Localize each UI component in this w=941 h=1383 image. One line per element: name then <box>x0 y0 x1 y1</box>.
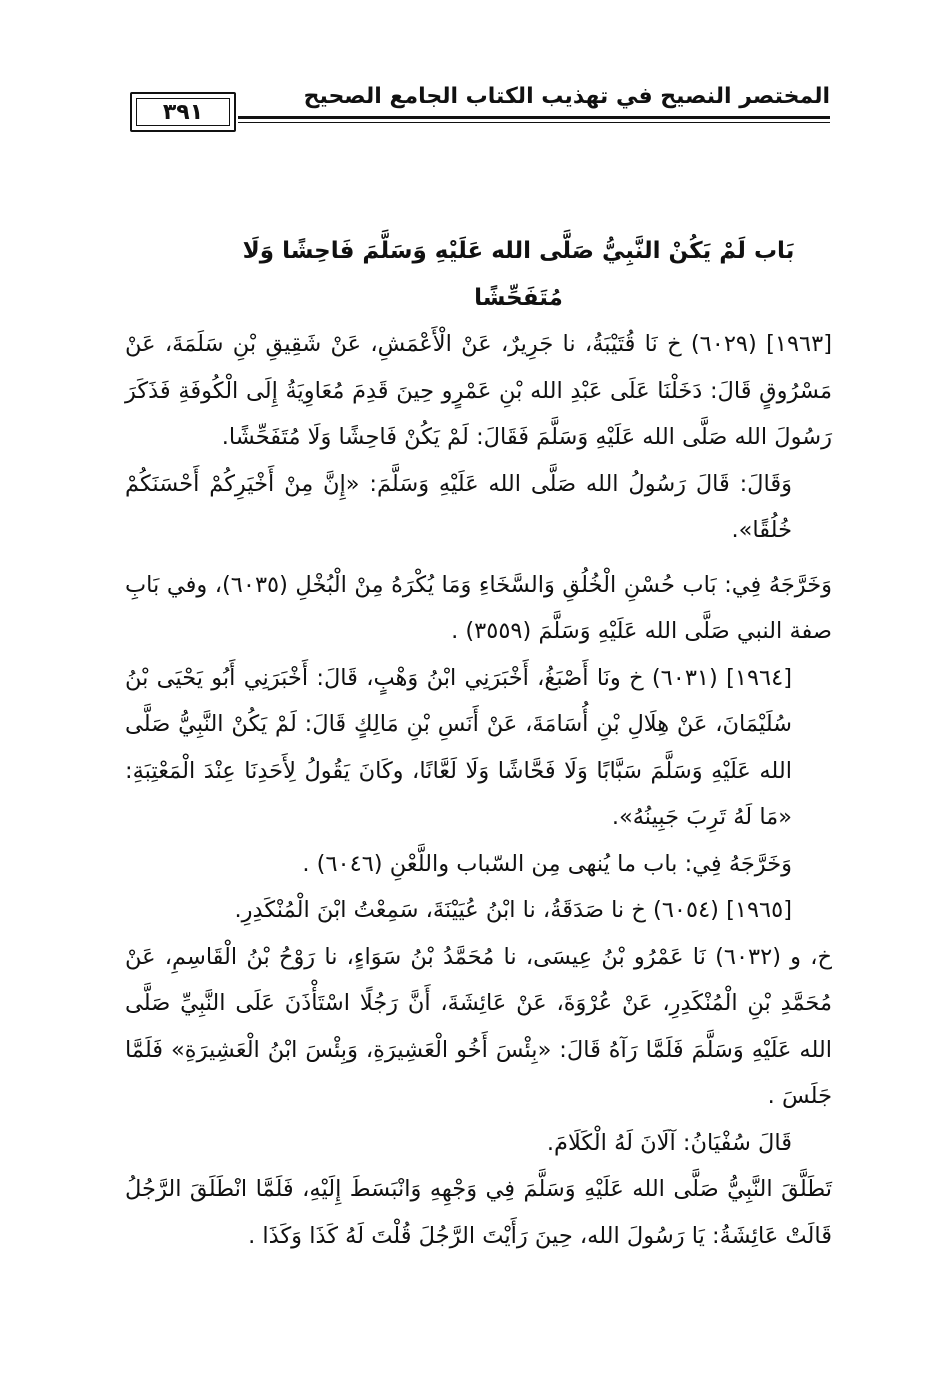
header-rule-thin <box>238 122 830 123</box>
hadith-1963-continuation: وَقَالَ: قَالَ رَسُولُ الله صَلَّى الله عَلَيْهِ وَسَلَّمَ: «إِنَّ مِنْ أَخْيَرِكُمْ أَحْسَنَكُمْ خُلُقًا». <box>125 470 792 543</box>
hadith-1965-matn: تَطَلَّقَ النَّبِيُّ صَلَّى الله عَلَيْهِ وَسَلَّمَ فِي وَجْهِهِ وَانْبَسَطَ إِلَيْهِ، فَلَمَّا انْطَلَقَ الرَّجُلُ قَالَتْ عَائِشَةُ: يَا رَسُولَ الله، حِينَ رَأَيْتَ الرَّجُلَ قُلْتَ لَهُ كَذَا وَكَذَا . <box>125 1176 832 1249</box>
page-body <box>125 228 832 1259</box>
running-title: المختصر النصيح في تهذيب الكتاب الجامع الصحيح <box>303 84 830 109</box>
hadith-1965-chain: خ، و (٦٠٣٢) نَا عَمْرُو بْنُ عِيسَى، نا مُحَمَّدُ بْنُ سَوَاءٍ، نا رَوْحُ بْنُ الْقَاسِمِ، عَنْ مُحَمَّدِ بْنِ الْمُنْكَدِرِ، عَنْ عُرْوَةَ، عَنْ عَائِشَةَ، أَنَّ رَجُلًا اسْتَأْذَنَ عَلَى النَّبِيِّ صَلَّى الله عَلَيْهِ وَسَلَّمَ فَلَمَّا رَآهُ قَالَ: «بِئْسَ أَخُو الْعَشِيرَةِ، وَبِئْسَ ابْنُ الْعَشِيرَةِ» فَلَمَّا جَلَسَ . <box>125 943 833 1109</box>
page-header <box>130 82 830 142</box>
hadith-1964: [١٩٦٤] (٦٠٣١) خ ونَا أَصْبَغُ، أَخْبَرَنِي ابْنُ وَهْبٍ، قَالَ: أَخْبَرَنِي أَبُو يَحْيَى بْنُ سُلَيْمَانَ، عَنْ هِلَالِ بْنِ أُسَامَةَ، عَنْ أَنَسِ بْنِ مَالِكٍ قَالَ: لَمْ يَكُنْ النَّبِيُّ صَلَّى الله عَلَيْهِ وَسَلَّمَ سَبَّابًا وَلَا فَحَّاشًا وَلَا لَعَّانًا، وكَانَ يَقُولُ لِأَحَدِنَا عِنْدَ الْمَعْتِبَةِ: «مَا لَهُ تَرِبَ جَبِينُهُ». <box>125 664 792 830</box>
hadith-1964-takhrij: وَخَرَّجَهُ فِي: باب ما يُنهى مِن السّباب واللَّعْنِ (٦٠٤٦) . <box>302 850 792 877</box>
page-number: ٣٩١ <box>162 100 204 125</box>
hadith-1963-takhrij: وَخَرَّجَهُ فِي: بَاب حُسْنِ الْخُلُقِ وَالسَّخَاءِ وَمَا يُكْرَهُ مِنْ الْبُخْلِ (٦٠٣٥)، وفي بَابِ صفة النبي صَلَّى الله عَلَيْهِ وَسَلَّمَ (٣٥٥٩) . <box>125 571 832 644</box>
hadith-1965-sufyan: قَالَ سُفْيَانُ: آلَانَ لَهُ الْكَلَامَ. <box>546 1129 792 1156</box>
page-number-frame <box>130 92 236 132</box>
hadith-1965: [١٩٦٥] (٦٠٥٤) خ نا صَدَقَةُ، نا ابْنُ عُيَيْنَةَ، سَمِعْتُ ابْنَ الْمُنْكَدِرِ. <box>234 897 792 923</box>
header-rule-thick <box>238 116 830 119</box>
chapter-heading: بَاب لَمْ يَكُنْ النَّبِيُّ صَلَّى الله عَلَيْهِ وَسَلَّمَ فَاحِشًا وَلَا مُتَفَحِّشًا <box>242 238 795 311</box>
hadith-1963: [١٩٦٣] (٦٠٢٩) خ نَا قُتَيْبَةُ، نا جَرِيرٌ، عَنْ الْأَعْمَشِ، عَنْ شَقِيقِ بْنِ سَلَمَةَ، عَنْ مَسْرُوقٍ قَالَ: دَخَلْنَا عَلَى عَبْدِ الله بْنِ عَمْرٍو حِينَ قَدِمَ مُعَاوِيَةُ إِلَى الْكُوفَةِ فَذَكَرَ رَسُولَ الله صَلَّى الله عَلَيْهِ وَسَلَّمَ فَقَالَ: لَمْ يَكُنْ فَاحِشًا وَلَا مُتَفَحِّشًا. <box>125 331 832 450</box>
